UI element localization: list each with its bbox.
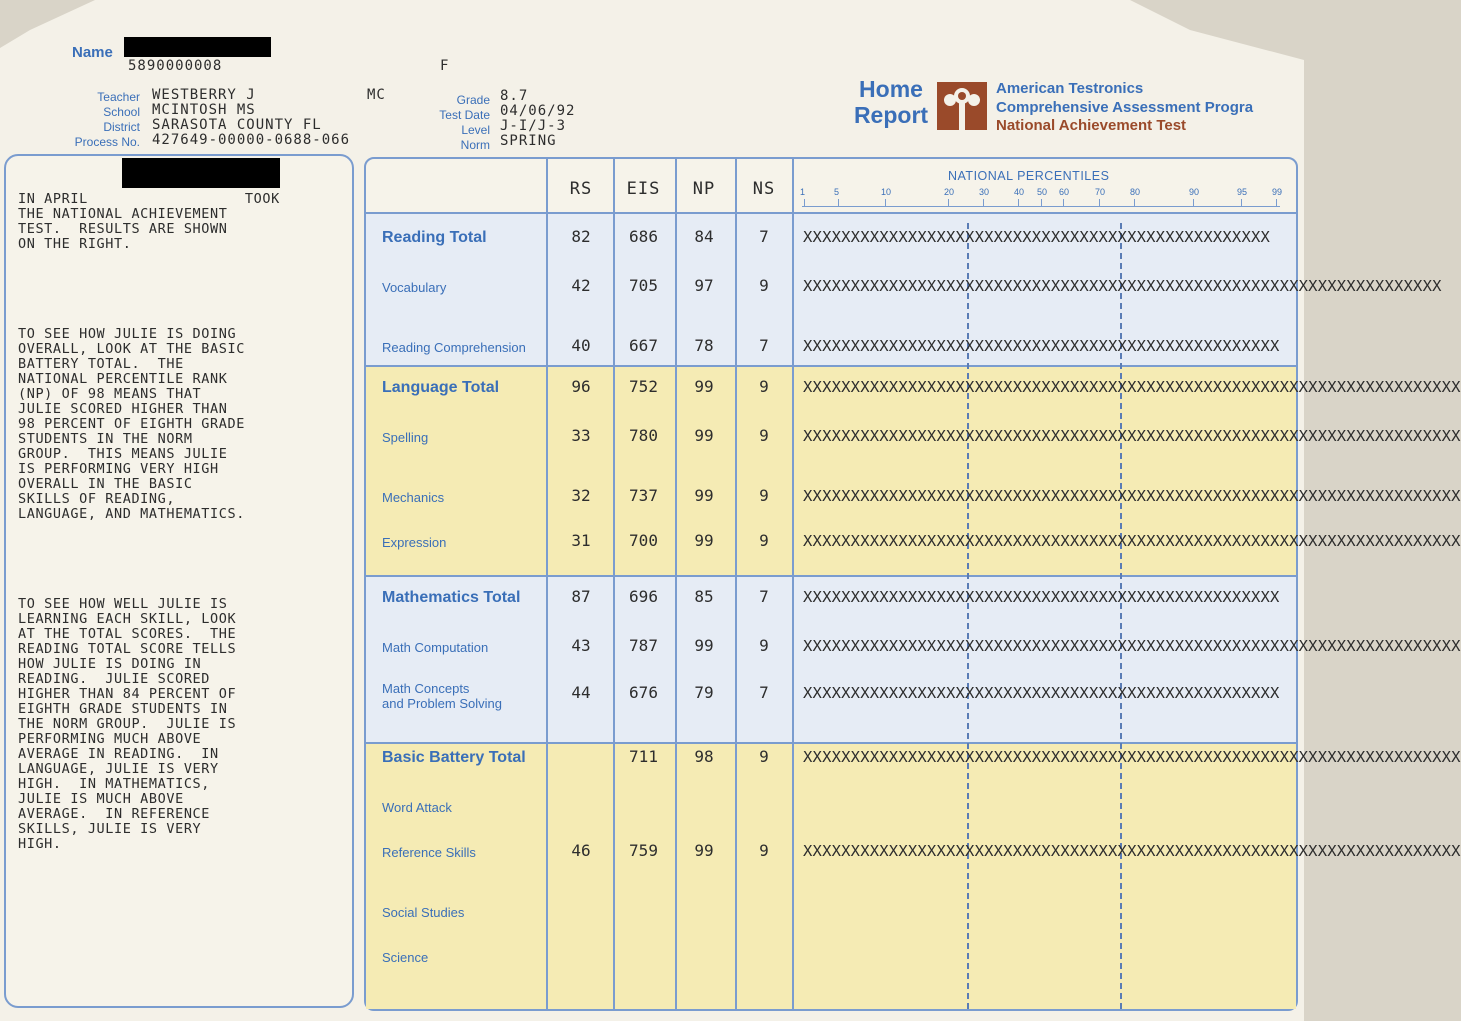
- score-eis: 696: [629, 587, 658, 606]
- percentile-bar: XXXXXXXXXXXXXXXXXXXXXXXXXXXXXXXXXXXXXXXXXXXXXXXXXXXXXXXXXXXXXXXXXXXXX: [803, 378, 1461, 396]
- percentile-tick-label: 95: [1237, 187, 1248, 197]
- score-rs: 33: [571, 426, 591, 445]
- level-label: Level: [461, 123, 490, 137]
- percentile-tick-label: 10: [881, 187, 892, 197]
- grade-value: 8.7: [500, 88, 529, 104]
- school-label: School: [103, 105, 140, 119]
- score-eis: 700: [629, 531, 658, 550]
- score-eis: 667: [629, 336, 658, 355]
- percentile-bar: XXXXXXXXXXXXXXXXXXXXXXXXXXXXXXXXXXXXXXXXXXXXXXXXXXXXXXXXXXXXXXXXXXXXX: [803, 532, 1461, 550]
- score-np: 85: [694, 587, 714, 606]
- score-np: 97: [694, 276, 714, 295]
- percentile-tick-mark: [1041, 199, 1042, 206]
- column-header-rs: RS: [569, 179, 593, 199]
- score-rs: 44: [571, 683, 591, 702]
- score-rs: 82: [571, 227, 591, 246]
- score-np: 99: [694, 377, 714, 396]
- percentile-tick-mark: [885, 199, 886, 206]
- score-np: 78: [694, 336, 714, 355]
- percentile-axis-line: [802, 206, 1280, 207]
- column-header-eis: EIS: [626, 179, 661, 199]
- score-eis: 737: [629, 486, 658, 505]
- score-np: 79: [694, 683, 714, 702]
- score-eis: 711: [629, 747, 658, 766]
- percentile-tick-mark: [983, 199, 984, 206]
- test-date-value: 04/06/92: [500, 103, 576, 119]
- percentile-tick-mark: [838, 199, 839, 206]
- percentile-bar: XXXXXXXXXXXXXXXXXXXXXXXXXXXXXXXXXXXXXXXXXXXXXXXXXXXXXXXXXXXXXXXXXXXXX: [803, 427, 1461, 445]
- score-np: 99: [694, 486, 714, 505]
- score-np: 99: [694, 841, 714, 860]
- row-label: Language Total: [382, 379, 500, 396]
- percentile-bar: XXXXXXXXXXXXXXXXXXXXXXXXXXXXXXXXXXXXXXXXXXXXXXXXXXXXXXXXXXXXXXXXXXXXX: [803, 487, 1461, 505]
- score-np: 99: [694, 426, 714, 445]
- score-rs: 40: [571, 336, 591, 355]
- score-np: 98: [694, 747, 714, 766]
- row-label: Basic Battery Total: [382, 749, 526, 766]
- percentile-bar: XXXXXXXXXXXXXXXXXXXXXXXXXXXXXXXXXXXXXXXXXXXXXXXXXXXXXXXXXXXXXXXXXXXXX: [803, 748, 1461, 766]
- score-eis: 686: [629, 227, 658, 246]
- header-divider: [366, 212, 1296, 214]
- message-paragraph-3: TO SEE HOW WELL JULIE IS LEARNING EACH SKILL, LOOK AT THE TOTAL SCORES. THE READING TOTAL SCORE TELLS HOW JULIE IS DOING IN READING. JULIE SCORED HIGHER THAN 84 PERCENT OF EIGHTH GRADE STUDENTS IN THE NORM GROUP. JULIE IS PERFORMING MUCH ABOVE AVERAGE IN READING. IN LANGUAGE, JULIE IS VERY HIGH. IN MATHEMATICS, JULIE IS MUCH ABOVE AVERAGE. IN REFERENCE SKILLS, JULIE IS VERY HIGH.: [18, 596, 237, 852]
- score-rs: 42: [571, 276, 591, 295]
- home-report-title: [846, 76, 936, 128]
- score-eis: 676: [629, 683, 658, 702]
- row-label: Reading Total: [382, 229, 487, 246]
- score-rs: 43: [571, 636, 591, 655]
- company-name: American Testronics: [996, 80, 1144, 97]
- test-name: National Achievement Test: [996, 117, 1187, 134]
- score-ns: 7: [759, 587, 769, 606]
- row-label: Reference Skills: [382, 845, 476, 860]
- score-ns: 7: [759, 336, 769, 355]
- score-ns: 7: [759, 227, 769, 246]
- norm-label: Norm: [460, 138, 490, 152]
- row-label: Word Attack: [382, 800, 452, 815]
- section-divider-2: [366, 575, 1296, 577]
- section-divider-1: [366, 365, 1296, 367]
- percentile-bar: XXXXXXXXXXXXXXXXXXXXXXXXXXXXXXXXXXXXXXXXXXXXXXXXXXXXXXXXXXXXXXXXXXXXX: [803, 842, 1461, 860]
- row-label: Mathematics Total: [382, 589, 521, 606]
- percentile-tick-mark: [948, 199, 949, 206]
- message-paragraph-1: IN APRIL TOOK THE NATIONAL ACHIEVEMENT TEST. RESULTS ARE SHOWN ON THE RIGHT.: [18, 191, 280, 252]
- tree-logo-icon: [937, 82, 987, 130]
- percentile-tick-label: 30: [979, 187, 990, 197]
- score-eis: 752: [629, 377, 658, 396]
- score-eis: 759: [629, 841, 658, 860]
- row-label: Expression: [382, 535, 447, 550]
- percentile-tick-mark: [1099, 199, 1100, 206]
- percentile-tick-label: 70: [1095, 187, 1106, 197]
- teacher-value: WESTBERRY J: [152, 87, 256, 103]
- score-ns: 9: [759, 486, 769, 505]
- process-value: 427649-00000-0688-066: [152, 132, 351, 148]
- row-label: Reading Comprehension: [382, 340, 526, 355]
- district-label: District: [103, 120, 140, 134]
- percentile-tick-label: 1: [800, 187, 806, 197]
- percentile-tick-label: 60: [1059, 187, 1070, 197]
- percentile-tick-mark: [804, 199, 805, 206]
- percentile-tick-mark: [1241, 199, 1242, 206]
- column-divider-percentile: [792, 159, 794, 1009]
- school-value: MCINTOSH MS: [152, 102, 256, 118]
- row-label: Math Computation: [382, 640, 489, 655]
- score-ns: 9: [759, 747, 769, 766]
- percentile-tick-label: 20: [944, 187, 955, 197]
- score-ns: 7: [759, 683, 769, 702]
- gender: F: [440, 58, 450, 74]
- column-divider-ns: [735, 159, 737, 1009]
- score-ns: 9: [759, 276, 769, 295]
- report-title-line1: Home: [859, 76, 923, 102]
- column-header-ns: NS: [752, 179, 776, 199]
- percentile-tick-label: 99: [1272, 187, 1283, 197]
- row-label: Vocabulary: [382, 280, 447, 295]
- percentile-tick-mark: [1134, 199, 1135, 206]
- row-label: Spelling: [382, 430, 429, 445]
- score-ns: 9: [759, 377, 769, 396]
- score-np: 99: [694, 531, 714, 550]
- score-rs: 87: [571, 587, 591, 606]
- level-value: J-I/J-3: [500, 118, 567, 134]
- program-name: Comprehensive Assessment Progra: [996, 99, 1254, 116]
- percentile-axis-title: NATIONAL PERCENTILES: [948, 169, 1110, 183]
- score-np: 99: [694, 636, 714, 655]
- column-divider-np: [675, 159, 677, 1009]
- row-label: Mechanics: [382, 490, 445, 505]
- redacted-name: [124, 37, 271, 57]
- section-divider-3: [366, 742, 1296, 744]
- percentile-bar: XXXXXXXXXXXXXXXXXXXXXXXXXXXXXXXXXXXXXXXXXXXXXXXXXXXXXXXXXXXXXXXXXXX: [803, 277, 1442, 295]
- score-table: [364, 157, 1461, 1011]
- percentile-tick-label: 5: [834, 187, 840, 197]
- percentile-bar: XXXXXXXXXXXXXXXXXXXXXXXXXXXXXXXXXXXXXXXXXXXXXXXXXX: [803, 684, 1280, 702]
- percentile-tick-mark: [1018, 199, 1019, 206]
- message-paragraph-2: TO SEE HOW JULIE IS DOING OVERALL, LOOK AT THE BASIC BATTERY TOTAL. THE NATIONAL PERCENTILE RANK (NP) OF 98 MEANS THAT JULIE SCORED HIGHER THAN 98 PERCENT OF EIGHTH GRADE STUDENTS IN THE NORM GROUP. THIS MEANS JULIE IS PERFORMING VERY HIGH OVERALL IN THE BASIC SKILLS OF READING, LANGUAGE, AND MATHEMATICS.: [18, 326, 245, 522]
- score-eis: 780: [629, 426, 658, 445]
- name-label: Name: [72, 44, 113, 61]
- percentile-bar: XXXXXXXXXXXXXXXXXXXXXXXXXXXXXXXXXXXXXXXXXXXXXXXXX: [803, 228, 1271, 246]
- battery-band: [366, 742, 1296, 1009]
- grade-label: Grade: [456, 93, 490, 107]
- percentile-tick-label: 90: [1189, 187, 1200, 197]
- percentile-tick-mark: [1193, 199, 1194, 206]
- score-rs: 96: [571, 377, 591, 396]
- score-ns: 9: [759, 841, 769, 860]
- percentile-tick-label: 40: [1014, 187, 1025, 197]
- column-divider-eis: [613, 159, 615, 1009]
- row-label: Math Concepts and Problem Solving: [382, 681, 502, 711]
- student-id: 5890000008: [128, 58, 223, 74]
- percentile-tick-label: 80: [1130, 187, 1141, 197]
- row-label: Social Studies: [382, 905, 465, 920]
- percentile-tick-label: 50: [1037, 187, 1048, 197]
- score-ns: 9: [759, 531, 769, 550]
- row-label: Science: [382, 950, 429, 965]
- percentile-bar: XXXXXXXXXXXXXXXXXXXXXXXXXXXXXXXXXXXXXXXXXXXXXXXXXXXXXXXXXXXXXXXXXXXXX: [803, 637, 1461, 655]
- percentile-tick-mark: [1063, 199, 1064, 206]
- teacher-code: MC: [367, 87, 386, 103]
- score-np: 84: [694, 227, 714, 246]
- score-eis: 705: [629, 276, 658, 295]
- test-date-label: Test Date: [439, 108, 490, 122]
- score-rs: 46: [571, 841, 591, 860]
- score-rs: 31: [571, 531, 591, 550]
- column-divider-rs: [546, 159, 548, 1009]
- process-label: Process No.: [74, 135, 140, 149]
- message-text: [18, 162, 338, 867]
- district-value: SARASOTA COUNTY FL: [152, 117, 322, 133]
- percentile-bar: XXXXXXXXXXXXXXXXXXXXXXXXXXXXXXXXXXXXXXXXXXXXXXXXXX: [803, 588, 1280, 606]
- column-header-np: NP: [692, 179, 716, 199]
- score-eis: 787: [629, 636, 658, 655]
- percentile-tick-mark: [1276, 199, 1277, 206]
- report-title-line2: Report: [853, 102, 929, 128]
- norm-value: SPRING: [500, 133, 557, 149]
- score-rs: 32: [571, 486, 591, 505]
- score-ns: 9: [759, 426, 769, 445]
- teacher-label: Teacher: [97, 90, 140, 104]
- percentile-bar: XXXXXXXXXXXXXXXXXXXXXXXXXXXXXXXXXXXXXXXXXXXXXXXXXX: [803, 337, 1280, 355]
- score-ns: 9: [759, 636, 769, 655]
